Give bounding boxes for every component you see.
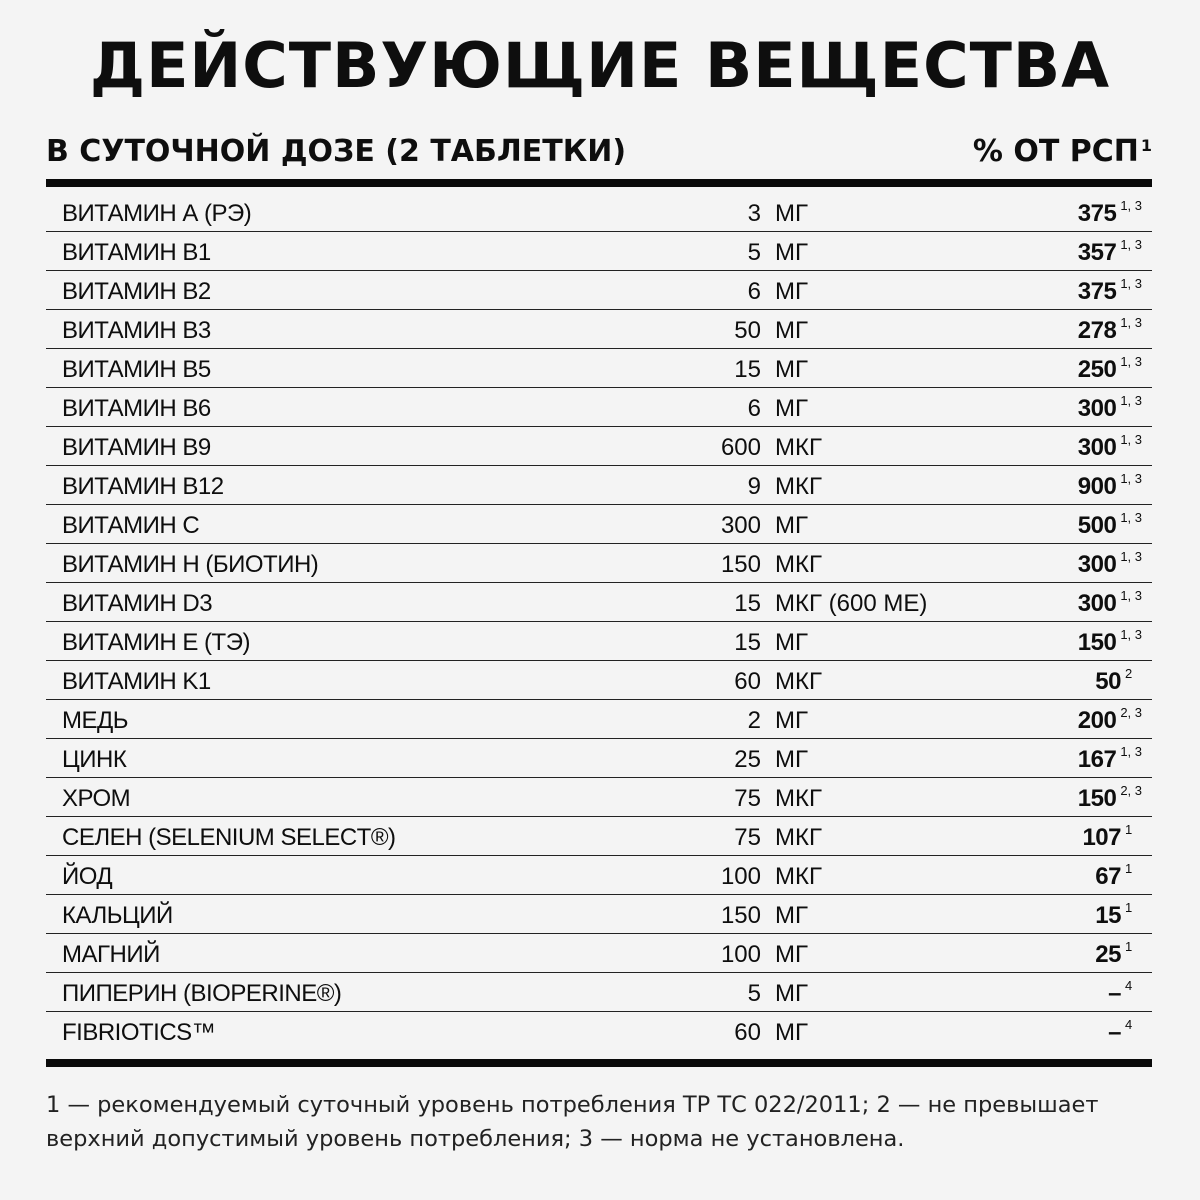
rsp-note: 1 bbox=[1125, 861, 1133, 876]
ingredient-unit: МГ bbox=[775, 278, 808, 305]
rsp-note: 1, 3 bbox=[1120, 315, 1142, 330]
rsp-note: 1, 3 bbox=[1120, 549, 1142, 564]
rsp-value: 25 bbox=[1095, 941, 1121, 968]
ingredient-unit: МГ bbox=[775, 629, 808, 656]
rsp-note: 2, 3 bbox=[1120, 705, 1142, 720]
ingredient-name: ВИТАМИН B5 bbox=[62, 356, 211, 383]
ingredient-amount: 2 bbox=[747, 707, 761, 734]
bottom-divider bbox=[46, 1059, 1152, 1067]
ingredient-amount: 150 bbox=[720, 902, 761, 929]
ingredient-unit: МКГ bbox=[775, 863, 822, 890]
table-row bbox=[46, 856, 1152, 895]
rsp-value: 300 bbox=[1077, 551, 1117, 578]
ingredient-name: ВИТАМИН А (РЭ) bbox=[62, 200, 252, 227]
ingredient-unit: МГ bbox=[775, 941, 808, 968]
rsp-value: 375 bbox=[1077, 200, 1117, 227]
ingredient-amount: 300 bbox=[720, 512, 761, 539]
ingredient-unit: МКГ bbox=[775, 473, 822, 500]
ingredient-name: СЕЛЕН (SELENIUM SELECT®) bbox=[62, 824, 396, 851]
ingredient-name: МЕДЬ bbox=[62, 707, 129, 734]
table-row bbox=[46, 193, 1152, 232]
rsp-value: 278 bbox=[1077, 317, 1117, 344]
table-row bbox=[46, 817, 1152, 856]
rsp-note: 1 bbox=[1125, 939, 1133, 954]
ingredient-amount: 3 bbox=[747, 200, 761, 227]
table-row bbox=[46, 271, 1152, 310]
ingredient-name: ВИТАМИН D3 bbox=[62, 590, 213, 617]
rsp-value: 150 bbox=[1077, 785, 1117, 812]
ingredient-amount: 100 bbox=[720, 863, 761, 890]
top-divider bbox=[46, 179, 1152, 187]
ingredient-amount: 75 bbox=[734, 785, 761, 812]
rsp-value: – bbox=[1108, 980, 1121, 1007]
ingredient-amount: 9 bbox=[747, 473, 761, 500]
table-row bbox=[46, 739, 1152, 778]
ingredient-amount: 15 bbox=[734, 629, 761, 656]
ingredient-name: ВИТАМИН B9 bbox=[62, 434, 211, 461]
ingredient-amount: 75 bbox=[734, 824, 761, 851]
ingredient-name: ВИТАМИН B12 bbox=[62, 473, 224, 500]
ingredient-amount: 150 bbox=[720, 551, 761, 578]
rsp-value: 375 bbox=[1077, 278, 1117, 305]
ingredient-name: ВИТАМИН C bbox=[62, 512, 200, 539]
rsp-value: 500 bbox=[1077, 512, 1117, 539]
ingredient-name: ВИТАМИН K1 bbox=[62, 668, 211, 695]
rsp-note: 2 bbox=[1125, 666, 1133, 681]
rsp-header-note: 1 bbox=[1140, 136, 1152, 155]
rsp-note: 1, 3 bbox=[1120, 276, 1142, 291]
ingredient-amount: 50 bbox=[734, 317, 761, 344]
rsp-value: 67 bbox=[1095, 863, 1121, 890]
rsp-note: 1, 3 bbox=[1120, 432, 1142, 447]
ingredient-name: ВИТАМИН B2 bbox=[62, 278, 211, 305]
dose-column-header: В СУТОЧНОЙ ДОЗЕ (2 ТАБЛЕТКИ) bbox=[46, 134, 627, 169]
ingredient-amount: 600 bbox=[720, 434, 761, 461]
ingredient-unit: МКГ bbox=[775, 551, 822, 578]
ingredients-table bbox=[46, 193, 1152, 1050]
rsp-value: 250 bbox=[1077, 356, 1117, 383]
ingredient-name: ЙОД bbox=[62, 863, 113, 890]
rsp-value: 50 bbox=[1095, 668, 1121, 695]
table-row bbox=[46, 388, 1152, 427]
rsp-note: 1, 3 bbox=[1120, 198, 1142, 213]
table-row bbox=[46, 934, 1152, 973]
ingredient-amount: 60 bbox=[734, 1019, 761, 1046]
ingredient-name: ЦИНК bbox=[62, 746, 127, 773]
table-row bbox=[46, 622, 1152, 661]
ingredient-amount: 6 bbox=[747, 395, 761, 422]
ingredient-name: ВИТАМИН B3 bbox=[62, 317, 211, 344]
rsp-value: 900 bbox=[1077, 473, 1117, 500]
rsp-note: 1, 3 bbox=[1120, 510, 1142, 525]
rsp-note: 1, 3 bbox=[1120, 471, 1142, 486]
ingredient-unit: МГ bbox=[775, 1019, 808, 1046]
ingredient-unit: МКГ bbox=[775, 434, 822, 461]
footnote: 1 — рекомендуемый суточный уровень потребления ТР ТС 022/2011; 2 — не превышает верхний допустимый уровень потребления; 3 — норма не установлена. bbox=[46, 1092, 1099, 1152]
ingredient-name: ХРОМ bbox=[62, 785, 131, 812]
table-row bbox=[46, 427, 1152, 466]
table-row bbox=[46, 1012, 1152, 1050]
rsp-note: 1, 3 bbox=[1120, 393, 1142, 408]
ingredient-unit: МГ bbox=[775, 980, 808, 1007]
rsp-value: 200 bbox=[1077, 707, 1117, 734]
ingredient-unit: МГ bbox=[775, 356, 808, 383]
rsp-note: 1, 3 bbox=[1120, 744, 1142, 759]
ingredient-name: ВИТАМИН E (ТЭ) bbox=[62, 629, 250, 656]
table-row bbox=[46, 973, 1152, 1012]
table-header bbox=[46, 132, 1152, 172]
rsp-note: 1 bbox=[1125, 900, 1133, 915]
rsp-note: 1 bbox=[1125, 822, 1133, 837]
table-row bbox=[46, 661, 1152, 700]
ingredient-amount: 60 bbox=[734, 668, 761, 695]
ingredient-unit: МГ bbox=[775, 707, 808, 734]
ingredient-unit: МКГ (600 МЕ) bbox=[775, 590, 928, 617]
ingredient-name: КАЛЬЦИЙ bbox=[62, 902, 173, 929]
ingredient-amount: 5 bbox=[747, 980, 761, 1007]
ingredient-rsp-percent bbox=[1108, 1012, 1142, 1057]
rsp-note: 4 bbox=[1125, 978, 1133, 993]
rsp-note: 1, 3 bbox=[1120, 588, 1142, 603]
rsp-note: 1, 3 bbox=[1120, 354, 1142, 369]
rsp-value: – bbox=[1108, 1019, 1121, 1046]
table-row bbox=[46, 505, 1152, 544]
ingredient-name: ВИТАМИН B6 bbox=[62, 395, 211, 422]
rsp-value: 300 bbox=[1077, 395, 1117, 422]
rsp-value: 15 bbox=[1095, 902, 1121, 929]
ingredient-name: ВИТАМИН B1 bbox=[62, 239, 211, 266]
ingredient-name: ВИТАМИН H (БИОТИН) bbox=[62, 551, 319, 578]
ingredient-amount: 100 bbox=[720, 941, 761, 968]
table-row bbox=[46, 466, 1152, 505]
rsp-note: 1, 3 bbox=[1120, 237, 1142, 252]
ingredient-amount: 5 bbox=[747, 239, 761, 266]
ingredient-unit: МКГ bbox=[775, 668, 822, 695]
ingredient-unit: МГ bbox=[775, 902, 808, 929]
rsp-note: 2, 3 bbox=[1120, 783, 1142, 798]
table-row bbox=[46, 310, 1152, 349]
rsp-note: 4 bbox=[1125, 1017, 1133, 1032]
ingredient-unit: МКГ bbox=[775, 824, 822, 851]
table-row bbox=[46, 349, 1152, 388]
ingredient-amount: 6 bbox=[747, 278, 761, 305]
ingredient-unit: МГ bbox=[775, 746, 808, 773]
rsp-value: 357 bbox=[1077, 239, 1117, 266]
ingredient-unit: МГ bbox=[775, 395, 808, 422]
rsp-value: 107 bbox=[1082, 824, 1121, 851]
rsp-header-label: % ОТ РСП bbox=[972, 134, 1139, 169]
ingredient-name: ПИПЕРИН (BIOPERINE®) bbox=[62, 980, 342, 1007]
rsp-value: 150 bbox=[1077, 629, 1117, 656]
table-row bbox=[46, 778, 1152, 817]
rsp-value: 167 bbox=[1077, 746, 1117, 773]
ingredient-unit: МГ bbox=[775, 317, 808, 344]
ingredient-name: МАГНИЙ bbox=[62, 941, 160, 968]
rsp-value: 300 bbox=[1077, 434, 1117, 461]
ingredient-amount: 15 bbox=[734, 590, 761, 617]
table-row bbox=[46, 700, 1152, 739]
ingredient-amount: 15 bbox=[734, 356, 761, 383]
rsp-value: 300 bbox=[1077, 590, 1117, 617]
rsp-note: 1, 3 bbox=[1120, 627, 1142, 642]
page-title: ДЕЙСТВУЮЩИЕ ВЕЩЕСТВА bbox=[89, 29, 1111, 102]
table-row bbox=[46, 583, 1152, 622]
table-row bbox=[46, 895, 1152, 934]
ingredient-unit: МГ bbox=[775, 200, 808, 227]
rsp-column-header bbox=[973, 132, 1152, 172]
table-row bbox=[46, 232, 1152, 271]
ingredient-name: FIBRIOTICS™ bbox=[62, 1019, 216, 1046]
ingredient-unit: МГ bbox=[775, 239, 808, 266]
table-row bbox=[46, 544, 1152, 583]
ingredient-unit: МГ bbox=[775, 512, 808, 539]
ingredient-amount: 25 bbox=[734, 746, 761, 773]
ingredient-unit: МКГ bbox=[775, 785, 822, 812]
